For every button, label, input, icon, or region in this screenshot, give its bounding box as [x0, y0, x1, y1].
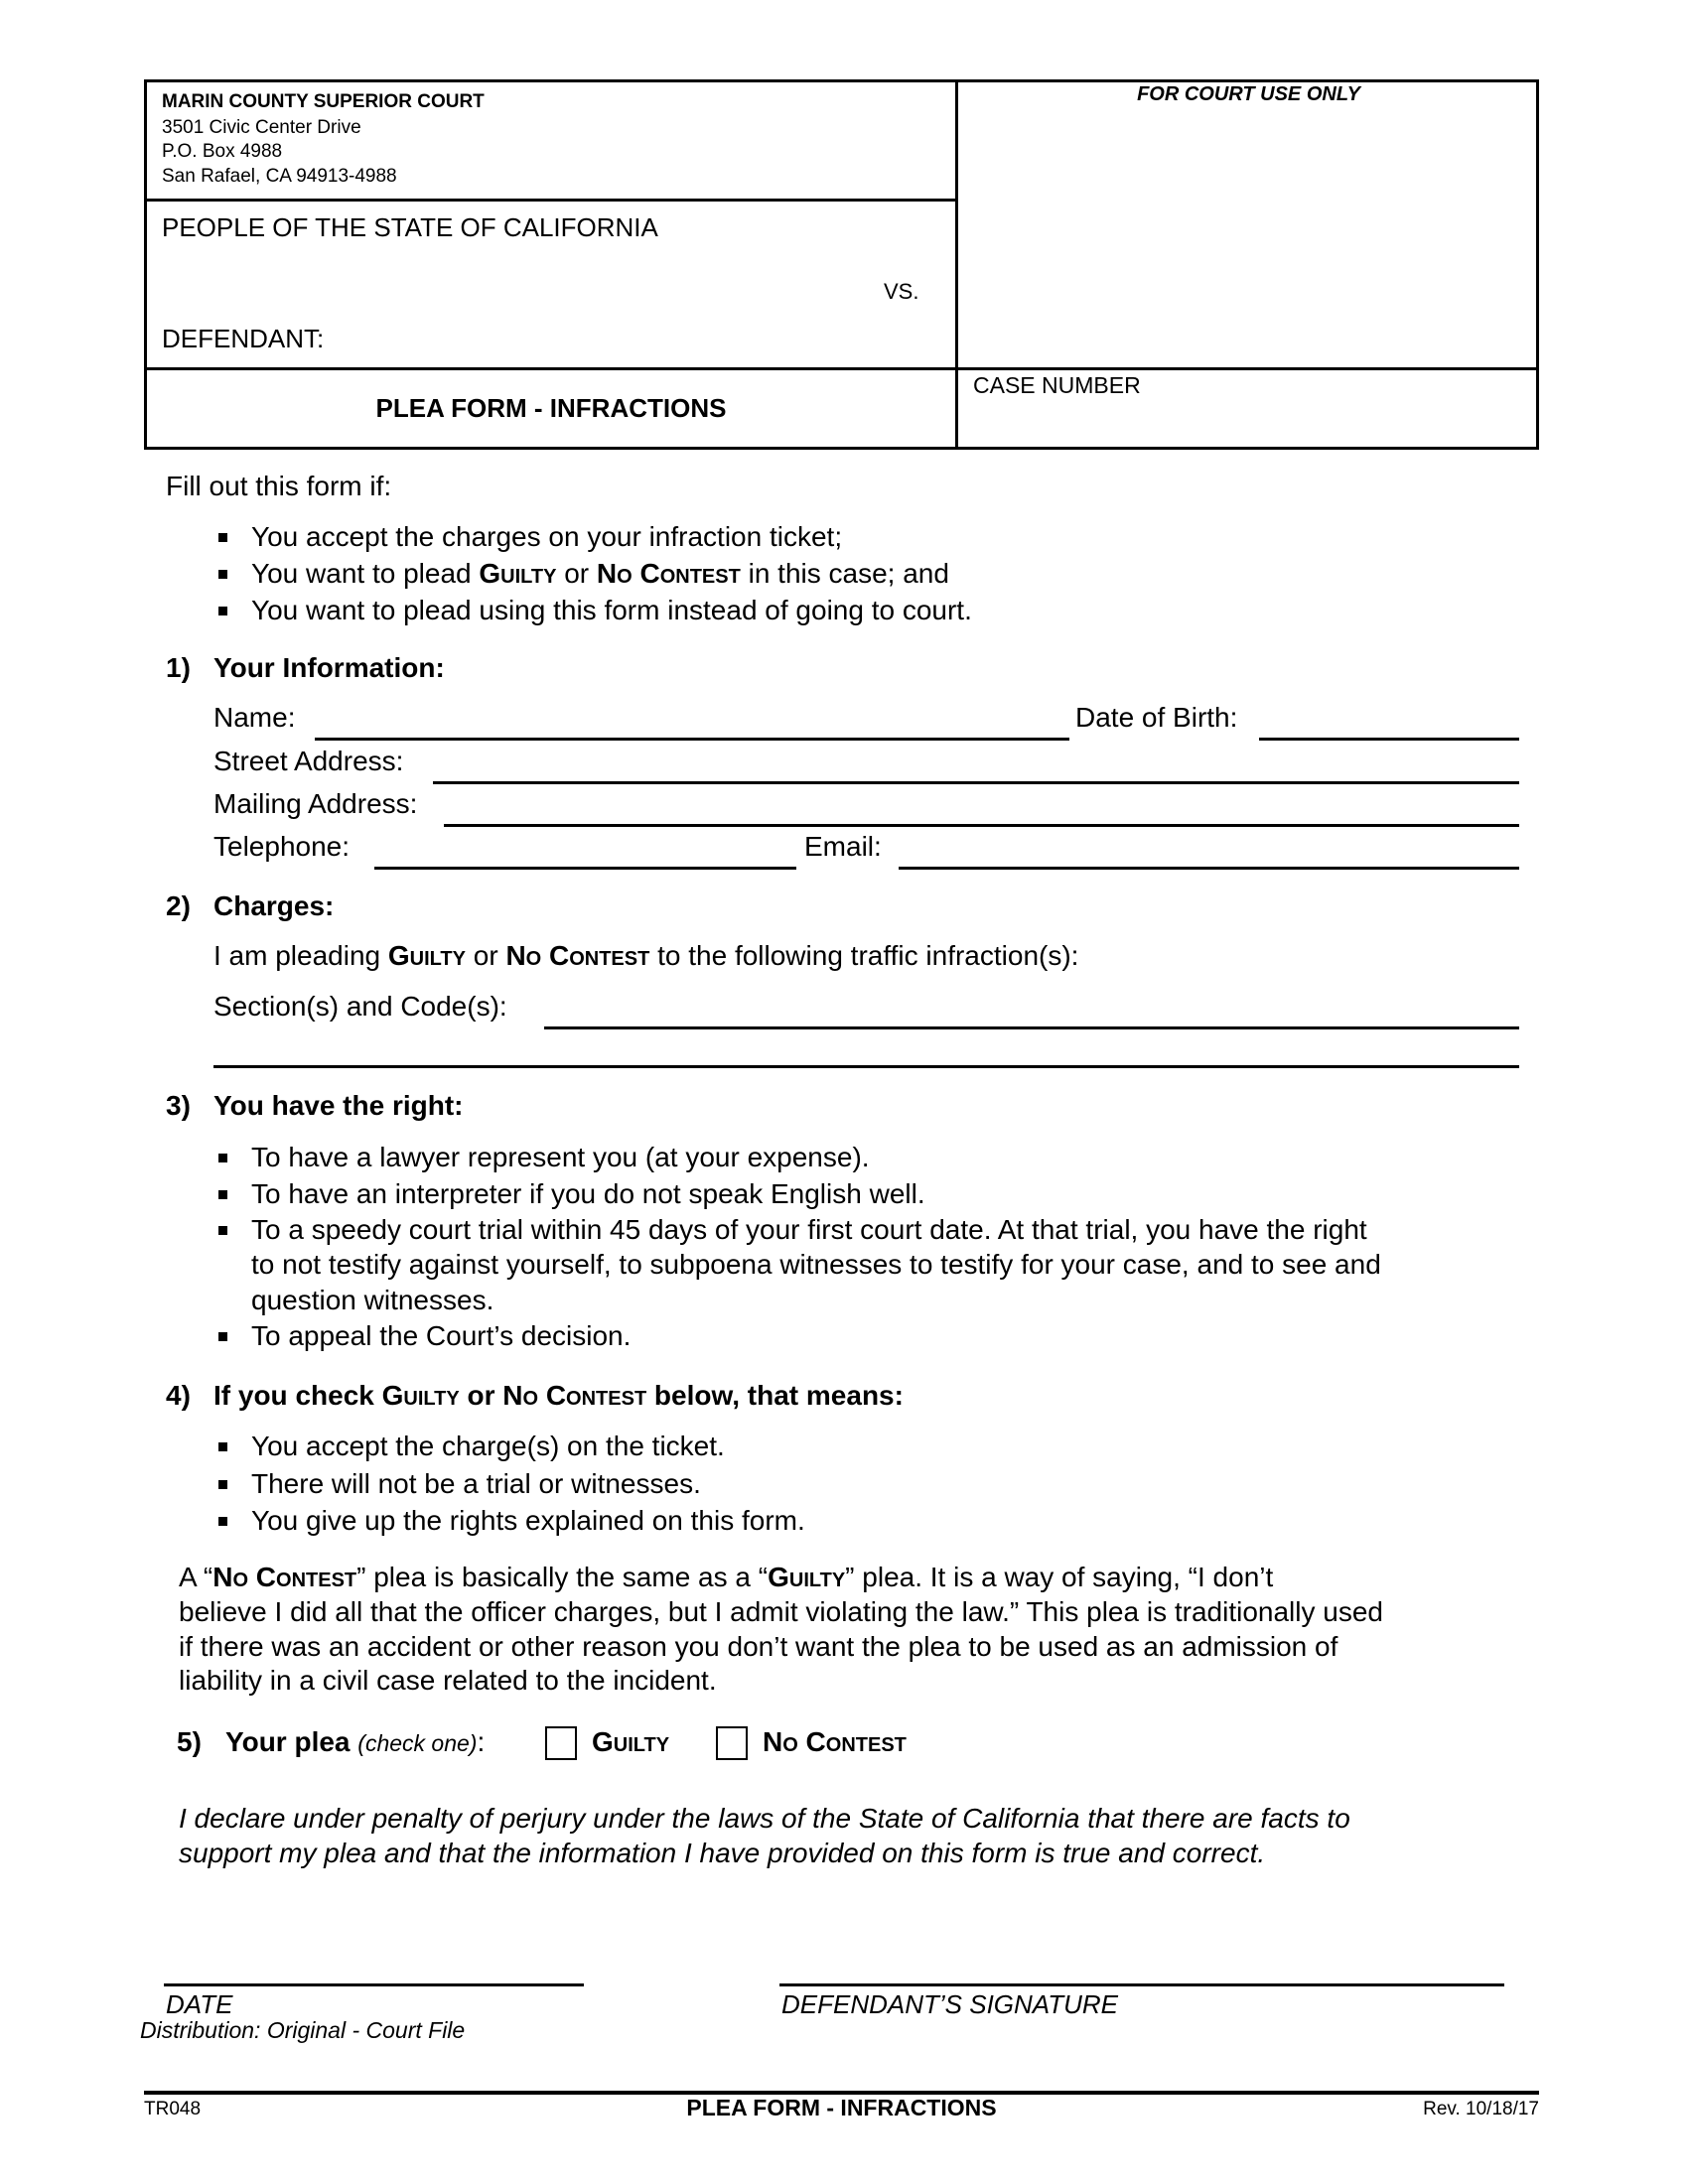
defendant-label: DEFENDANT: — [162, 324, 325, 353]
email-underline — [899, 867, 1519, 870]
perjury-declaration-line1: I declare under penalty of perjury under the laws of the State of California that there are facts to — [179, 1803, 1350, 1834]
telephone-label: Telephone: — [213, 831, 351, 862]
mailing-address-input[interactable] — [448, 791, 1519, 823]
signature-line — [779, 1983, 1504, 1986]
guilty-option-label: Guilty — [592, 1726, 670, 1757]
bullet-icon — [218, 607, 227, 615]
codes-underline — [544, 1026, 1519, 1029]
bullet-icon — [218, 1480, 227, 1489]
section-2-number: 2) — [166, 890, 191, 921]
section-4-number: 4) — [166, 1380, 191, 1411]
bullet-icon — [218, 1332, 227, 1341]
section-5-number: 5) — [177, 1726, 202, 1757]
bullet-icon — [218, 533, 227, 542]
dob-underline — [1259, 738, 1519, 741]
bullet-icon — [218, 1226, 227, 1235]
telephone-underline — [374, 867, 796, 870]
consequence-accept: You accept the charge(s) on the ticket. — [251, 1431, 725, 1461]
name-label: Name: — [213, 702, 296, 733]
guilty-term: Guilty — [479, 558, 557, 589]
no-contest-explanation-line4: liability in a civil case related to the incident. — [179, 1665, 717, 1696]
no-contest-explanation-line3: if there was an accident or other reason you don’t want the plea to be used as an admission of — [179, 1631, 1338, 1662]
no-contest-term: No Contest — [505, 940, 650, 971]
no-contest-explanation-line1: A “No Contest” plea is basically the same as a “Guilty” plea. It is a way of saying, “I don’t — [179, 1562, 1274, 1592]
perjury-declaration-line2: support my plea and that the information I have provided on this form is true and correct. — [179, 1838, 1266, 1868]
dob-input[interactable] — [1263, 705, 1520, 737]
revision-date: Rev. 10/18/17 — [1423, 2099, 1539, 2119]
name-underline — [315, 738, 1069, 741]
dob-label: Date of Birth: — [1075, 702, 1238, 733]
name-input[interactable] — [318, 705, 1066, 737]
bullet-icon — [218, 1190, 227, 1199]
case-number-input[interactable] — [973, 407, 1533, 439]
court-address-line1: 3501 Civic Center Drive — [162, 117, 361, 138]
defendant-name-input[interactable] — [343, 322, 942, 353]
no-contest-explanation-line2: believe I did all that the officer charges, but I admit violating the law.” This plea is traditionally used — [179, 1596, 1383, 1627]
court-use-label: FOR COURT USE ONLY — [1137, 83, 1360, 105]
section-3-title: You have the right: — [213, 1090, 464, 1121]
intro-lead: Fill out this form if: — [166, 471, 392, 501]
bullet-icon — [218, 1154, 227, 1162]
guilty-checkbox[interactable] — [545, 1726, 577, 1760]
date-input[interactable] — [167, 1951, 583, 1982]
check-one-hint: (check one) — [357, 1730, 478, 1756]
no-contest-checkbox[interactable] — [716, 1726, 748, 1760]
intro-bullet-2: You want to plead Guilty or No Contest in this case; and — [251, 558, 949, 589]
consequence-no-trial: There will not be a trial or witnesses. — [251, 1468, 701, 1499]
street-address-input[interactable] — [437, 749, 1518, 780]
caption-divider-title — [144, 367, 1539, 370]
no-contest-term: No Contest — [502, 1380, 647, 1411]
section-3-number: 3) — [166, 1090, 191, 1121]
mailing-address-label: Mailing Address: — [213, 788, 418, 819]
court-address-line2: P.O. Box 4988 — [162, 141, 283, 162]
right-speedy-trial-cont-2: question witnesses. — [251, 1285, 494, 1315]
bullet-icon — [218, 1442, 227, 1451]
mailing-address-underline — [444, 824, 1519, 827]
section-4-title: If you check Guilty or No Contest below, that means: — [213, 1380, 904, 1411]
date-line — [164, 1983, 584, 1986]
street-address-label: Street Address: — [213, 746, 404, 776]
right-interpreter: To have an interpreter if you do not speak English well. — [251, 1178, 925, 1209]
section-5-title: Your plea (check one): — [225, 1726, 486, 1757]
no-contest-term: No Contest — [596, 558, 741, 589]
charges-statement: I am pleading Guilty or No Contest to the following traffic infraction(s): — [213, 940, 1079, 971]
court-name: MARIN COUNTY SUPERIOR COURT — [162, 91, 485, 112]
consequence-give-up-rights: You give up the rights explained on this form. — [251, 1505, 805, 1536]
codes-input[interactable] — [548, 994, 1520, 1025]
versus-label: VS. — [884, 279, 919, 304]
codes-label: Section(s) and Code(s): — [213, 991, 507, 1022]
caption-divider-court — [144, 199, 958, 202]
no-contest-option-label: No Contest — [763, 1726, 907, 1757]
right-appeal: To appeal the Court’s decision. — [251, 1320, 632, 1351]
right-speedy-trial: To a speedy court trial within 45 days of your first court date. At that trial, you have the right — [251, 1214, 1367, 1245]
intro-bullet-3: You want to plead using this form instead of going to court. — [251, 595, 972, 625]
plaintiff-label: PEOPLE OF THE STATE OF CALIFORNIA — [162, 212, 658, 242]
section-2-title: Charges: — [213, 890, 335, 921]
date-label: DATE — [166, 1989, 233, 2019]
guilty-term: Guilty — [387, 940, 466, 971]
email-input[interactable] — [903, 834, 1520, 866]
bullet-icon — [218, 570, 227, 579]
codes-underline-2 — [213, 1065, 1519, 1068]
section-1-title: Your Information: — [213, 652, 445, 683]
intro-bullet-1: You accept the charges on your infraction ticket; — [251, 521, 843, 552]
form-title: PLEA FORM - INFRACTIONS — [375, 393, 727, 423]
signature-label: DEFENDANT’S SIGNATURE — [781, 1989, 1118, 2019]
right-speedy-trial-cont-1: to not testify against yourself, to subpoena witnesses to testify for your case, and to see and — [251, 1249, 1381, 1280]
bullet-icon — [218, 1517, 227, 1526]
case-number-label: CASE NUMBER — [973, 372, 1141, 398]
distribution-note: Distribution: Original - Court File — [140, 2017, 466, 2043]
email-label: Email: — [804, 831, 882, 862]
footer-title: PLEA FORM - INFRACTIONS — [686, 2095, 997, 2120]
codes-input-line2[interactable] — [216, 1032, 1519, 1064]
section-1-number: 1) — [166, 652, 191, 683]
right-lawyer: To have a lawyer represent you (at your expense). — [251, 1142, 870, 1172]
signature-input[interactable] — [782, 1951, 1503, 1982]
telephone-input[interactable] — [377, 834, 796, 866]
guilty-term: Guilty — [381, 1380, 460, 1411]
court-address-line3: San Rafael, CA 94913-4988 — [162, 166, 397, 187]
form-code: TR048 — [144, 2099, 202, 2119]
street-address-underline — [433, 781, 1519, 784]
